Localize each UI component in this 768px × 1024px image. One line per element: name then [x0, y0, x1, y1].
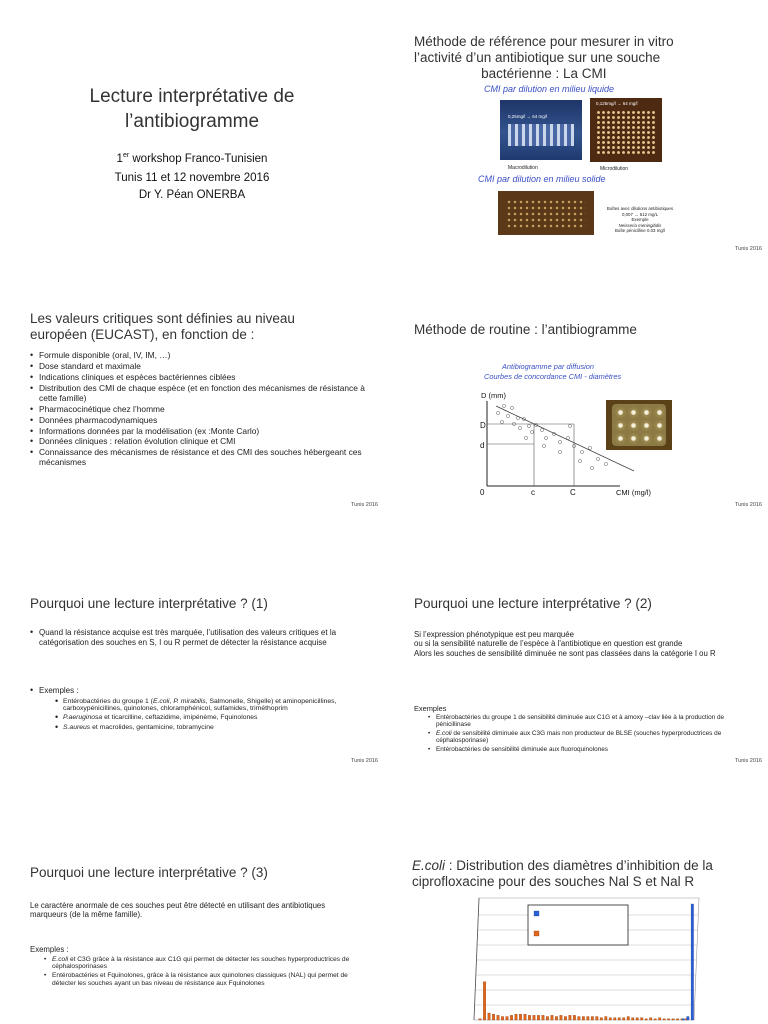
scatter-point: [588, 446, 591, 449]
scatter-point: [506, 414, 509, 417]
micro-range: 0,125mg/l → 64 mg/l: [596, 101, 638, 106]
list-item: • Pharmacocinétique chez l’homme: [30, 405, 375, 415]
bar-nal-r: [596, 1017, 598, 1020]
title-line2: européen (EUCAST), en fonction de :: [30, 327, 255, 342]
slide-title: Pourquoi une lecture interprétative ? (2): [414, 596, 652, 611]
slide-title: [30, 311, 295, 343]
ex2-rest: de sensibilité diminuée aux C3G mais non producteur de BLSE (souches hyperproductrices de céphalosporinase): [436, 729, 722, 744]
ex2-species: P.aeruginosa: [63, 714, 103, 722]
workshop-sup: er: [122, 152, 130, 159]
scatter-point: [566, 436, 569, 439]
list-item: • Informations données par la modélisation (ex :Monte Carlo): [30, 427, 375, 437]
list-item: • Données cliniques : relation évolution clinique et CMI: [30, 437, 375, 447]
bar-nal-r: [510, 1015, 512, 1020]
title-rest: : Distribution des diamètres d’inhibition de la: [445, 858, 713, 873]
scatter-point: [558, 440, 561, 443]
workshop-rest: workshop Franco-Tunisien: [129, 152, 268, 165]
bar-nal-r: [672, 1019, 674, 1020]
x-tick-c: c: [531, 488, 535, 497]
body-text: [414, 630, 734, 658]
scatter-point: [527, 424, 530, 427]
heading-liquid: CMI par dilution en milieu liquide: [484, 84, 615, 94]
heading-solid: CMI par dilution en milieu solide: [478, 174, 606, 184]
macro-caption: Macrodilution: [508, 165, 538, 171]
title-line1: Les valeurs critiques sont définies au niveau: [30, 311, 295, 326]
scatter-point: [604, 462, 607, 465]
bar-nal-r: [654, 1019, 656, 1020]
slide-title: Méthode de routine : l’antibiogramme: [414, 322, 637, 337]
scatter-point: [500, 420, 503, 423]
scatter-point: [542, 444, 545, 447]
list-item: • Connaissance des mécanismes de résistance et des CMI des souches hébergeant ces mécanismes: [30, 448, 375, 467]
plates-line2: 0,007 → 512 mg/L: [621, 211, 659, 217]
scatter-point: [518, 426, 521, 429]
bar-nal-r: [649, 1018, 651, 1020]
bar-nal-r: [501, 1017, 503, 1020]
slide-title: [0, 0, 384, 256]
list-item: • Dose standard et maximale: [30, 362, 375, 372]
date-line: Tunis 11 et 12 novembre 2016: [114, 172, 270, 184]
bar-nal-r: [640, 1018, 642, 1020]
bar-nal-r: [667, 1019, 669, 1020]
macro-tubes: [508, 124, 574, 146]
plates-line4: Neisseria meningitidis: [618, 222, 662, 228]
line1: Si l’expression phénotypique est peu marquée: [414, 630, 574, 639]
ex1-species1: E.coli: [152, 697, 170, 705]
bar-nal-r: [537, 1015, 539, 1020]
bar-nal-r: [519, 1014, 521, 1020]
ex1-pre: Entérobactéries du groupe 1 (: [63, 697, 153, 705]
scatter-point: [496, 411, 499, 414]
ex1-rest: et C3G grâce à la résistance aux C1G qui permet de détecter les souches hyperproductrices de céphalosporinases: [52, 955, 350, 971]
bar-nal-r: [546, 1017, 548, 1020]
antibiogram-agar: [612, 404, 666, 446]
list-item: • Données pharmacodynamiques: [30, 416, 375, 426]
y-tick-d: d: [480, 441, 485, 450]
slide-valeurs-critiques: [0, 256, 384, 512]
bar-nal-r: [555, 1017, 557, 1020]
plates-notes: [602, 206, 678, 234]
slide-pourquoi-2: [384, 512, 768, 768]
plates-line3: Exemple: [631, 217, 649, 223]
examples-item: [30, 686, 375, 731]
ex2-species: E.coli: [436, 729, 452, 737]
bar-nal-r: [591, 1017, 593, 1020]
scatter-point: [590, 466, 593, 469]
bar-nal-r: [582, 1017, 584, 1020]
ex1-rest: , Salmonelle, Shigelle) et aminopenicillines, carboxypénicillines, quinolones, chloramphénicol, sulfamides, triméthoprim: [63, 697, 337, 713]
bar-nal-r: [492, 1014, 494, 1020]
bar-nal-r: [533, 1015, 535, 1020]
bar-nal-r: [609, 1018, 611, 1020]
ex2-rest: et ticarcilline, ceftazidime, imipénème, Fquinolones: [102, 714, 258, 722]
ex1-mid: ,: [169, 697, 174, 705]
workshop-line: [0, 152, 384, 165]
list-item: • Quand la résistance acquise est très marquée, l’utilisation des valeurs critiques et la catégorisation des souches en S, I ou R permet de détecter la résistance acquise: [30, 628, 360, 647]
microdilution-photo: [590, 98, 662, 162]
bar-nal-s: [687, 1017, 689, 1020]
bar-nal-r: [564, 1017, 566, 1020]
scatter-point: [596, 457, 599, 460]
bar-nal-r: [587, 1017, 589, 1020]
ex1-species2: P. mirabilis: [173, 697, 206, 705]
list-item: [55, 698, 375, 713]
line3: Alors les souches de sensibilité diminuée ne sont pas classées dans la catégorie I ou R: [414, 648, 716, 658]
title-line1: Méthode de référence pour mesurer in vitro: [414, 34, 674, 49]
bar-nal-r: [483, 982, 485, 1020]
list-item: [428, 730, 734, 744]
bar-nal-r: [663, 1019, 665, 1020]
y-axis-label: D (mm): [481, 391, 506, 400]
body-para: Le caractère anormale de ces souches peut être détecté en utilisant des antibiotiques marqueurs (de la même famille).: [30, 901, 326, 920]
title-line1: Lecture interprétative de: [89, 86, 295, 107]
list-item: • Entérobactéries et Fquinolones, grâce à la résistance aux quinolones classiques (NAL) qui permet de détecter les souches ayant un bas niveau de résistance aux Fquinolones: [44, 972, 360, 987]
list-item: • Distribution des CMI de chaque espèce (et en fonction des mécanismes de résistance à cette famille): [30, 384, 375, 403]
scatter-point: [530, 430, 533, 433]
examples-sublist: [30, 956, 360, 988]
scatter-point: [544, 436, 547, 439]
y-tick-D: D: [480, 421, 486, 430]
slide-title: Pourquoi une lecture interprétative ? (3): [30, 865, 268, 880]
slide-ecoli-distribution: [384, 768, 768, 1024]
list-item: [44, 956, 360, 971]
ex3-species: S.aureus: [63, 723, 91, 731]
macrodilution-photo: [500, 100, 582, 160]
slide-pourquoi-3: [0, 768, 384, 1024]
bar-nal-r: [614, 1018, 616, 1020]
legend-swatch-nal-r: [534, 931, 539, 936]
bar-nal-s: [682, 1019, 684, 1020]
scatter-point: [580, 450, 583, 453]
bar-nal-r: [479, 1019, 481, 1020]
bar-nal-r: [506, 1017, 508, 1020]
scatter-point: [516, 416, 519, 419]
point-list: [30, 628, 360, 649]
micro-wells: [596, 110, 656, 156]
examples-label: Exemples :: [30, 945, 69, 954]
antibiogram-photo: [606, 400, 672, 450]
bar-nal-r: [515, 1014, 517, 1020]
distribution-chart: [384, 768, 768, 1024]
bar-nal-r: [605, 1017, 607, 1020]
macro-range: 0,25mg/l → 64 mg/l: [508, 114, 548, 119]
bar-nal-r: [497, 1015, 499, 1020]
ex1-species: E.coli: [52, 955, 69, 963]
examples-list: [30, 686, 375, 733]
bar-nal-r: [560, 1015, 562, 1020]
bar-nal-s: [691, 904, 693, 1020]
concordance-diagram: [384, 256, 768, 512]
slide-footer: Tunis 2016: [350, 758, 378, 764]
bar-nal-r: [488, 1013, 490, 1020]
x-tick-0: 0: [480, 488, 485, 497]
scatter-point: [540, 428, 543, 431]
x-axis-label: CMI (mg/l): [616, 488, 651, 497]
list-item: • Entérobactéries de sensibilité diminuée aux fluoroquinolones: [428, 746, 734, 753]
title-species: E.coli: [412, 858, 446, 873]
legend-swatch-nal-s: [534, 911, 539, 916]
examples-block: [30, 945, 360, 989]
bar-nal-r: [528, 1015, 530, 1020]
plates-grid: [506, 199, 586, 229]
slide-footer: Tunis 2016: [734, 246, 762, 252]
criteria-list: [30, 351, 375, 469]
author-line: Dr Y. Péan ONERBA: [138, 189, 246, 201]
line2: ou si la sensibilité naturelle de l’espèce à l’antibiotique en question est grande: [414, 639, 683, 649]
scatter-point: [502, 404, 505, 407]
slide-title: [414, 34, 674, 82]
title-line2: l’activité d’un antibiotique sur une souche: [414, 50, 661, 65]
bar-nal-r: [645, 1019, 647, 1020]
plates-line1: Boîtes avec dilutions antibiotiques: [606, 206, 674, 211]
scatter-point: [510, 406, 513, 409]
workshop-num: 1: [116, 152, 123, 165]
scatter-point: [558, 450, 561, 453]
diagram-heading1: Antibiogramme par diffusion: [502, 362, 595, 371]
scatter-point: [524, 436, 527, 439]
bar-nal-r: [623, 1018, 625, 1020]
slide-footer: Tunis 2016: [734, 758, 762, 764]
slide-footer: Tunis 2016: [734, 502, 762, 508]
diagram-heading2: Courbes de concordance CMI - diamètres: [484, 372, 622, 381]
slide-routine: [384, 256, 768, 512]
bar-nal-r: [542, 1015, 544, 1020]
examples-block: [414, 704, 734, 754]
title-line2: ciprofloxacine pour des souches Nal S et Nal R: [412, 874, 695, 889]
bar-nal-r: [524, 1014, 526, 1020]
x-tick-C: C: [570, 488, 576, 497]
examples-sublist: [414, 714, 734, 753]
bar-nal-r: [676, 1019, 678, 1020]
list-item: [55, 714, 375, 722]
slide-footer: Tunis 2016: [350, 502, 378, 508]
bar-nal-r: [573, 1015, 575, 1020]
list-item: • Formule disponible (oral, IV, IM, …): [30, 351, 375, 361]
ex3-rest: et macrolides, gentamicine, tobramycine: [90, 723, 214, 731]
slide-title: Pourquoi une lecture interprétative ? (1): [30, 596, 268, 611]
bar-nal-r: [618, 1018, 620, 1020]
examples-label: Exemples: [414, 704, 447, 713]
slide-pourquoi-1: [0, 512, 384, 768]
examples-sublist: [39, 698, 375, 732]
list-item: • Indications cliniques et espèces bactériennes ciblées: [30, 373, 375, 383]
bar-nal-r: [551, 1015, 553, 1020]
bar-nal-r: [632, 1018, 634, 1020]
title-line2: l’antibiogramme: [124, 111, 260, 132]
scatter-point: [568, 424, 571, 427]
slide-cmi: [384, 0, 768, 256]
examples-label: Exemples :: [39, 686, 79, 695]
bar-nal-r: [600, 1018, 602, 1020]
scatter-point: [578, 459, 581, 462]
list-item: • Entérobactéries du groupe 1 de sensibilité diminuée aux C1G et à amoxy –clav liée à la production de pénicillinase: [428, 714, 734, 728]
title-line3: bactérienne : La CMI: [481, 66, 607, 81]
legend-box: [528, 905, 628, 945]
list-item: [55, 724, 375, 732]
bar-nal-r: [636, 1018, 638, 1020]
micro-caption: Microdilution: [600, 166, 629, 172]
bar-nal-r: [658, 1018, 660, 1020]
bar-nal-r: [627, 1017, 629, 1020]
bar-nal-r: [569, 1015, 571, 1020]
bar-nal-r: [578, 1017, 580, 1020]
solid-plates-photo: [498, 191, 594, 235]
plates-line5: Boîte pénicilline 0.03 mg/l: [614, 228, 666, 234]
